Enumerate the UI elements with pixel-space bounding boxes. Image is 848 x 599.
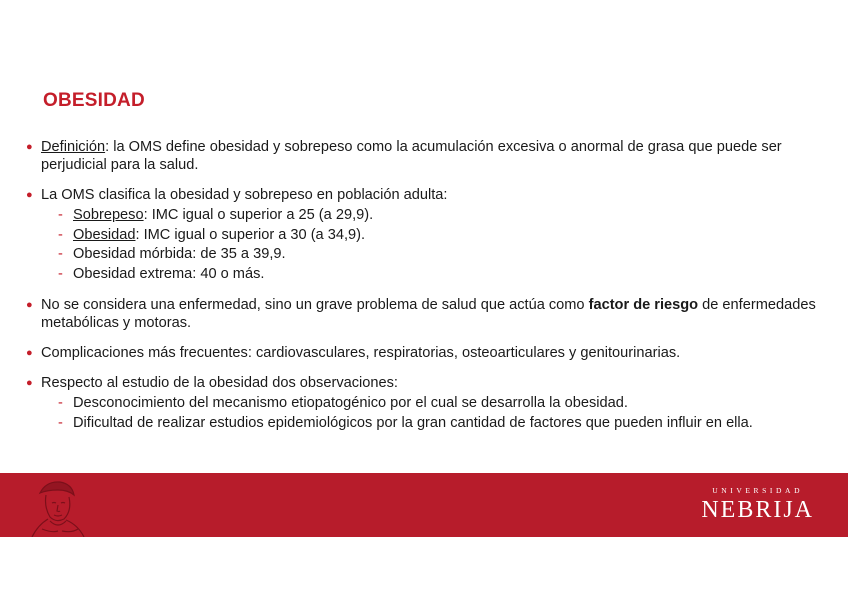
- dash-icon: -: [58, 265, 63, 282]
- sobrepeso-text: : IMC igual o superior a 25 (a 29,9).: [143, 207, 374, 223]
- bullet-enfermedad: [26, 296, 826, 332]
- clasificacion-text: La OMS clasifica la obesidad y sobrepeso en población adulta:: [41, 187, 448, 203]
- enfermedad-text-after: de enfermedades metabólicas y motoras.: [41, 297, 816, 331]
- sobrepeso-term: Sobrepeso: [73, 207, 144, 223]
- sublist-item-obesidad: [58, 226, 826, 246]
- bullet-observaciones: [26, 374, 826, 433]
- slide-content: [26, 138, 826, 445]
- dash-icon: -: [58, 207, 63, 223]
- nebrija-logo: [701, 486, 814, 523]
- definicion-term: Definición: [41, 139, 106, 155]
- dash-icon: -: [58, 226, 63, 243]
- dash-icon: -: [58, 395, 63, 411]
- morbida-text: Obesidad mórbida: de 35 a 39,9.: [73, 246, 286, 262]
- page-title: OBESIDAD: [43, 90, 145, 111]
- observaciones-text: Respecto al estudio de la obesidad dos observaciones:: [41, 375, 398, 391]
- bullet-clasificacion: [26, 186, 826, 284]
- obesidad-text: : IMC igual o superior a 30 (a 34,9).: [135, 226, 366, 243]
- sublist-item-extrema: [58, 265, 826, 285]
- desconocimiento-text: Desconocimiento del mecanismo etiopatogénico por el cual se desarrolla la obesidad.: [73, 395, 628, 411]
- bullet-definicion: [26, 138, 826, 174]
- sublist-item-dificultad: [58, 414, 826, 434]
- bullet-dot-icon: ●: [26, 347, 33, 359]
- enfermedad-text-before: No se considera una enfermedad, sino un grave problema de salud que actúa como: [41, 297, 589, 313]
- sublist-item-desconocimiento: [58, 394, 826, 414]
- logo-nebrija: NEBRIJA: [701, 497, 814, 523]
- clasificacion-sublist: [41, 206, 826, 284]
- obesidad-term: Obesidad: [73, 226, 136, 243]
- bullet-complicaciones: [26, 344, 826, 362]
- observaciones-sublist: [41, 394, 826, 433]
- bullet-dot-icon: ●: [26, 189, 33, 201]
- bullet-dot-icon: ●: [26, 299, 33, 311]
- sublist-item-sobrepeso: [58, 206, 826, 226]
- portrait-icon: [22, 473, 92, 537]
- bullet-dot-icon: ●: [26, 141, 33, 153]
- footer-banner: [0, 473, 848, 537]
- bullet-dot-icon: ●: [26, 377, 33, 389]
- dash-icon: -: [58, 246, 63, 262]
- logo-universidad: UNIVERSIDAD: [712, 486, 804, 495]
- dificultad-text: Dificultad de realizar estudios epidemiológicos por la gran cantidad de factores que pueden influir en ella.: [73, 414, 753, 431]
- sublist-item-morbida: [58, 245, 826, 265]
- complicaciones-text: Complicaciones más frecuentes: cardiovasculares, respiratorias, osteoarticulares y genitourinarias.: [41, 345, 681, 361]
- dash-icon: -: [58, 414, 63, 431]
- factor-de-riesgo: factor de riesgo: [588, 297, 699, 313]
- extrema-text: Obesidad extrema: 40 o más.: [73, 265, 265, 282]
- definicion-text: : la OMS define obesidad y sobrepeso como la acumulación excesiva o anormal de grasa que puede ser perjudicial para la salud.: [41, 139, 782, 173]
